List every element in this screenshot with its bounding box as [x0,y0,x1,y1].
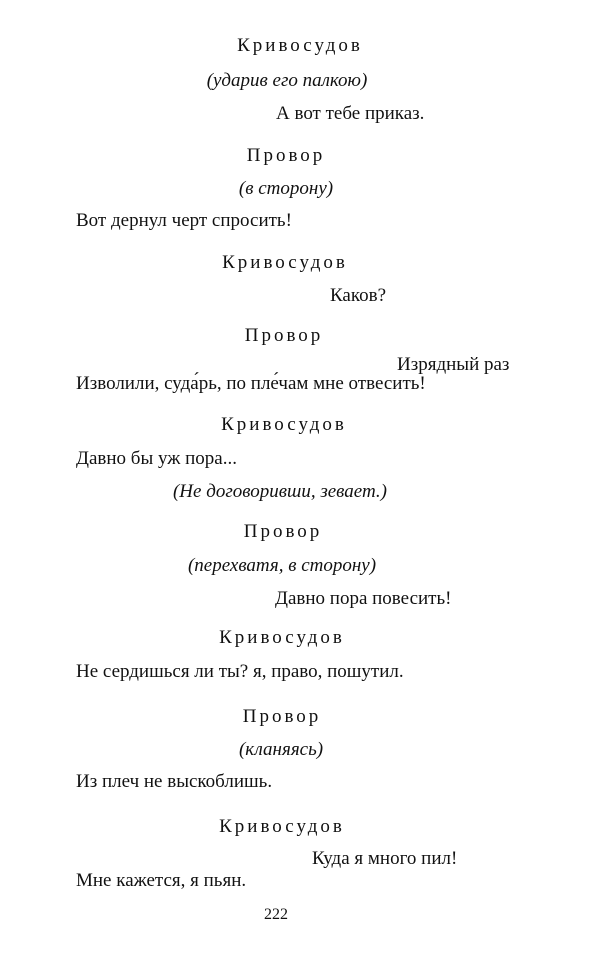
speaker-name: Провор [246,145,326,166]
stage-direction: (Не договоривши, зевает.) [172,481,388,502]
verse-line: Не сердишься ли ты? я, право, пошутил. [76,661,404,682]
verse-line: Мне кажется, я пьян. [76,870,247,891]
verse-line: Изволили, суда́рь, по пле́чам мне отвесить! [76,373,426,394]
speaker-name: Провор [242,706,322,727]
speaker-name: Кривосудов [237,35,363,56]
verse-line: Куда я много пил! [312,848,458,869]
verse-line: Давно бы уж пора... [76,448,237,469]
speaker-name: Провор [244,325,324,346]
stage-direction: (перехватя, в сторону) [187,555,377,576]
speaker-name: Кривосудов [221,414,347,435]
speaker-name: Кривосудов [219,627,345,648]
verse-line: А вот тебе приказ. [276,103,425,124]
verse-line: Давно пора повесить! [275,588,452,609]
speaker-name: Провор [243,521,323,542]
verse-line: Изрядный раз [397,354,510,375]
page-number: 222 [264,906,288,923]
verse-line: Каков? [330,285,387,306]
verse-line: Из плеч не выскоблишь. [76,771,273,792]
speaker-name: Кривосудов [219,816,345,837]
stage-direction: (ударив его палкою) [206,70,368,91]
stage-direction: (в сторону) [238,178,334,199]
speaker-name: Кривосудов [222,252,348,273]
stage-direction: (кланяясь) [238,739,324,760]
verse-line: Вот дернул черт спросить! [76,210,292,231]
